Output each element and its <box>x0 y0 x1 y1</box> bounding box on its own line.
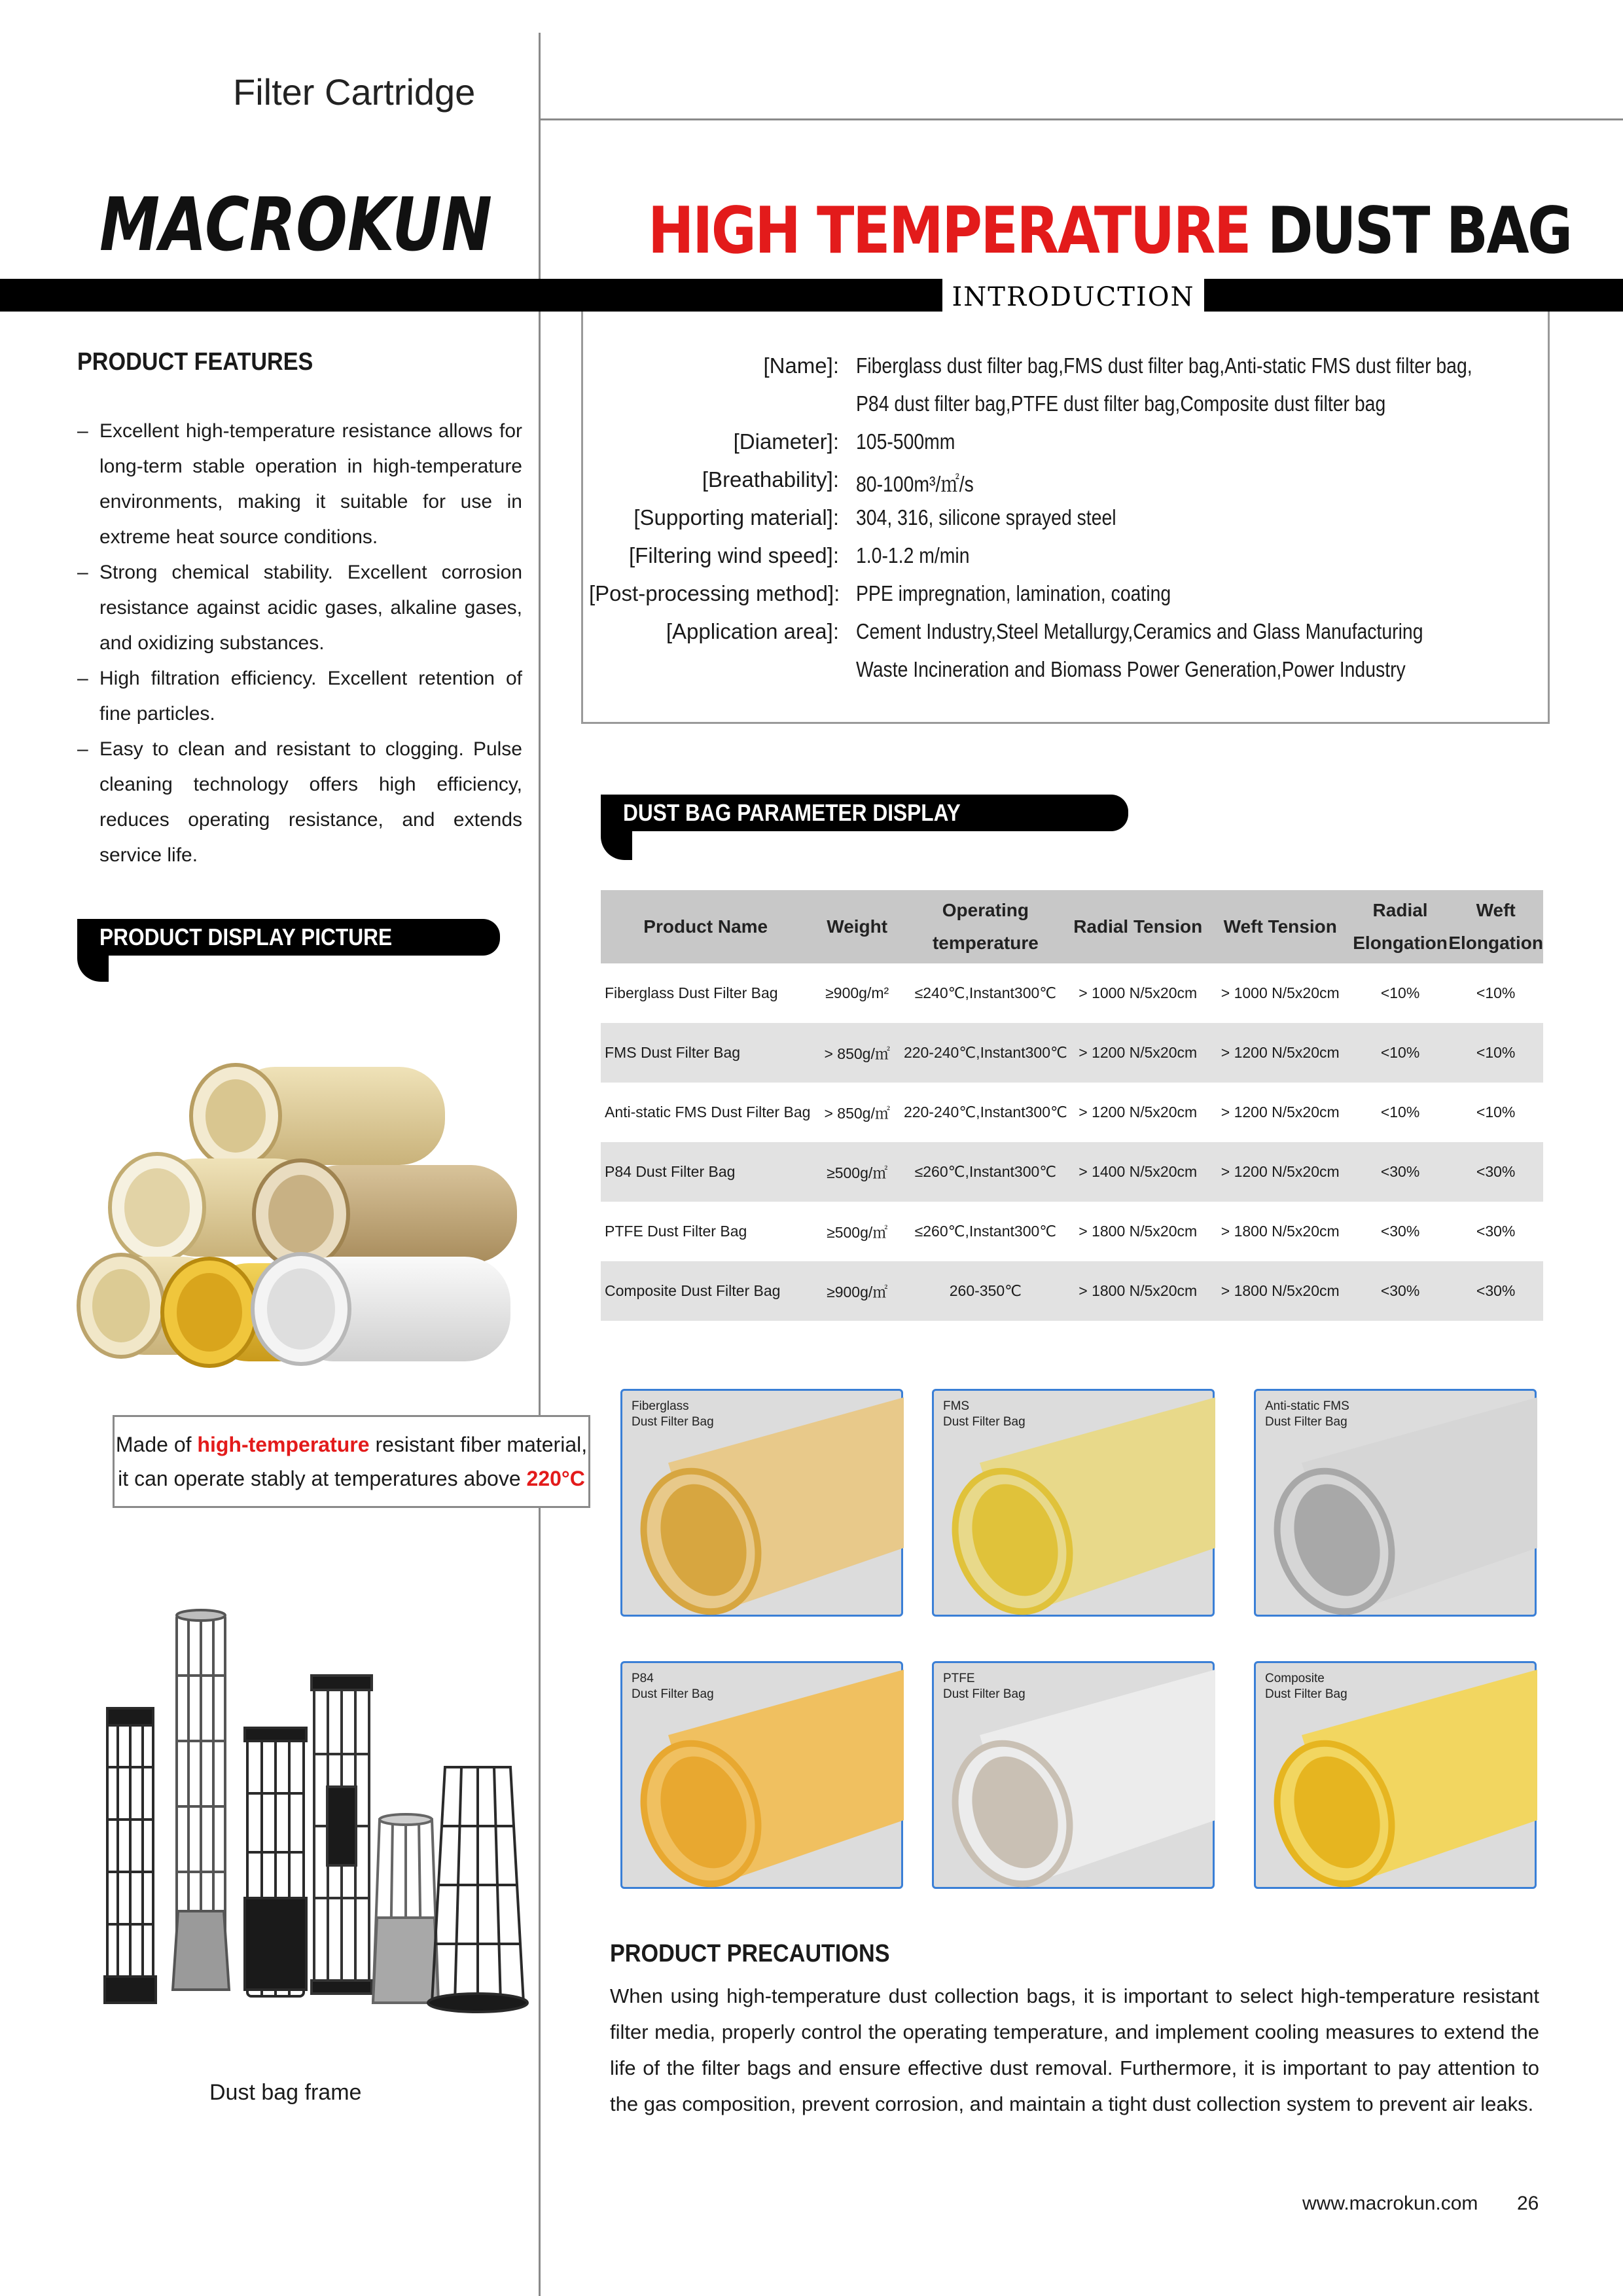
table-cell: <10% <box>1380 1103 1420 1121</box>
product-thumbnail <box>932 1389 1215 1617</box>
product-thumbnail <box>620 1389 903 1617</box>
title-rest: DUST BAG <box>1267 194 1571 268</box>
intro-key: [Name]: <box>763 353 839 378</box>
table-cell: > 850g/㎡ <box>810 1023 904 1083</box>
intro-value: P84 dust filter bag,PTFE dust filter bag,Composite dust filter bag <box>856 391 1386 416</box>
table-cell: <30% <box>1380 1223 1420 1240</box>
dust-bags-photo <box>72 1047 530 1401</box>
intro-value: Waste Incineration and Biomass Power Generation,Power Industry <box>856 657 1406 681</box>
table-cell: > 850g/㎡ <box>824 1105 890 1122</box>
table-cell: P84 Dust Filter Bag <box>601 1142 810 1202</box>
thumbnail-label-line2: Dust Filter Bag <box>632 1415 714 1429</box>
table-row <box>601 1261 1543 1321</box>
table-cell: ≥500g/㎡ <box>810 1142 904 1202</box>
header-radial-tension: Radial Tension <box>1067 890 1209 963</box>
table-cell: > 1200 N/5x20cm <box>1221 1103 1340 1121</box>
table-cell: 220-240℃,Instant300℃ <box>903 1103 1067 1121</box>
table-cell: <30% <box>1352 1261 1448 1321</box>
intro-key: [Supporting material]: <box>633 505 839 529</box>
frame-caption: Dust bag frame <box>209 2080 362 2105</box>
thumbnail-label-line1: Fiberglass <box>632 1399 689 1413</box>
table-cell: > 1000 N/5x20cm <box>1221 984 1340 1001</box>
feature-text: Easy to clean and resistant to clogging. Pulse cleaning technology offers high efficiency, reduces operating resistance, and extends service life. <box>99 738 522 866</box>
header-operating-temperature: Operating temperature <box>904 890 1067 963</box>
intro-value: Cement Industry,Steel Metallurgy,Ceramics and Glass Manufacturing <box>856 619 1423 643</box>
intro-value: Fiberglass dust filter bag,FMS dust filter bag,Anti-static FMS dust filter bag, <box>856 353 1472 378</box>
table-cell: > 1200 N/5x20cm <box>1079 1103 1198 1121</box>
thumbnail-label <box>1265 1671 1347 1702</box>
table-cell: > 1200 N/5x20cm <box>1067 1023 1209 1083</box>
table-cell: > 1000 N/5x20cm <box>1079 984 1198 1001</box>
feature-text: Strong chemical stability. Excellent corrosion resistance against acidic gases, alkaline gases, and oxidizing substances. <box>99 562 522 654</box>
table-cell: <10% <box>1448 1023 1543 1083</box>
callout-highlight-1: high-temperature <box>197 1433 370 1456</box>
table-cell: > 1800 N/5x20cm <box>1079 1223 1198 1240</box>
frame-2 <box>173 1610 229 1990</box>
table-cell: > 1200 N/5x20cm <box>1209 1023 1352 1083</box>
callout-highlight-2: 220°C <box>526 1467 585 1490</box>
precautions-title: PRODUCT PRECAUTIONS <box>610 1940 890 1967</box>
table-cell: ≥500g/㎡ <box>827 1224 888 1241</box>
vertical-divider <box>539 33 541 2296</box>
table-cell: <30% <box>1476 1223 1516 1240</box>
table-cell: ≤240℃,Instant300℃ <box>914 984 1057 1001</box>
table-cell: Anti-static FMS Dust Filter Bag <box>605 1103 811 1121</box>
table-cell: 220-240℃,Instant300℃ <box>904 1023 1067 1083</box>
thumbnail-label-line1: Composite <box>1265 1672 1325 1685</box>
table-cell: Composite Dust Filter Bag <box>601 1261 810 1321</box>
macrokun-logo <box>96 183 496 268</box>
callout-mid: resistant fiber material, <box>369 1433 588 1456</box>
intro-key: [Diameter]: <box>733 429 839 454</box>
bag-top <box>191 1065 445 1167</box>
header-radial-elongation: Radial Elongation <box>1352 890 1448 963</box>
precautions-text: When using high-temperature dust collection bags, it is important to select high-temperature resistant filter media, properly control the operating temperature, and implement cooling measures to extend the life of the filter bags and ensure effective dust removal. Furthermore, it is important to pay attention to the gas composition, prevent corrosion, and maintain a tight dust collection system to prevent air leaks. <box>610 1984 1539 2115</box>
section-title: Filter Cartridge <box>233 71 476 113</box>
table-cell: <10% <box>1352 1023 1448 1083</box>
thumbnail-label-line2: Dust Filter Bag <box>1265 1687 1347 1701</box>
features-title: PRODUCT FEATURES <box>77 348 313 376</box>
header-weft-tension: Weft Tension <box>1209 890 1352 963</box>
intro-key: [Filtering wind speed]: <box>629 543 839 567</box>
bag-bottom-white <box>253 1254 510 1364</box>
product-thumbnail <box>1254 1389 1537 1617</box>
product-thumbnail <box>932 1661 1215 1889</box>
thumbnail-label-line2: Dust Filter Bag <box>1265 1415 1347 1429</box>
table-row <box>601 1083 1543 1142</box>
header-weight: Weight <box>810 890 904 963</box>
table-cell: <10% <box>1476 1103 1516 1121</box>
thumbnail-label <box>632 1671 714 1702</box>
thumbnail-label <box>632 1399 714 1430</box>
feature-item <box>77 661 522 732</box>
header-rule <box>539 118 1623 120</box>
table-cell: > 1800 N/5x20cm <box>1067 1261 1209 1321</box>
table-cell: > 1400 N/5x20cm <box>1067 1142 1209 1202</box>
parameters-title-text: DUST BAG PARAMETER DISPLAY <box>623 799 961 826</box>
intro-value: 304, 316, silicone sprayed steel <box>856 505 1116 529</box>
intro-key: [Application area]: <box>666 619 839 643</box>
callout-line2-text: it can operate stably at temperatures above <box>118 1467 527 1490</box>
thumbnail-label <box>1265 1399 1349 1430</box>
thumbnail-label <box>943 1671 1026 1702</box>
table-cell: > 1800 N/5x20cm <box>1221 1223 1340 1240</box>
thumbnail-label-line2: Dust Filter Bag <box>632 1687 714 1701</box>
table-row <box>601 1023 1543 1083</box>
table-row <box>601 1142 1543 1202</box>
intro-key: [Post-processing method]: <box>589 581 840 605</box>
table-cell: > 1200 N/5x20cm <box>1209 1142 1352 1202</box>
display-title-text: PRODUCT DISPLAY PICTURE <box>99 924 393 950</box>
table-cell: ≥900g/㎡ <box>810 1261 904 1321</box>
header-product-name: Product Name <box>601 890 810 963</box>
feature-bullet: – <box>77 738 88 760</box>
feature-text: Excellent high-temperature resistance allows for long-term stable operation in high-temperature environments, making it suitable for use in extreme heat source conditions. <box>99 420 522 548</box>
feature-bullet: – <box>77 562 88 583</box>
display-title <box>77 919 500 956</box>
thumbnail-label-line1: FMS <box>943 1399 970 1413</box>
intro-value: PPE impregnation, lamination, coating <box>856 581 1171 605</box>
frame-3 <box>245 1728 306 1996</box>
callout-line-1 <box>115 1427 588 1462</box>
table-cell: ≤260℃,Instant300℃ <box>914 1223 1057 1240</box>
temperature-callout <box>113 1415 590 1508</box>
table-cell: > 1800 N/5x20cm <box>1209 1261 1352 1321</box>
feature-text: High filtration efficiency. Excellent retention of fine particles. <box>99 668 522 725</box>
intro-key: [Breathability]: <box>702 467 839 492</box>
table-header-row <box>601 890 1543 963</box>
frame-5 <box>373 1814 438 2003</box>
table-cell: <30% <box>1448 1261 1543 1321</box>
table-cell: ≤260℃,Instant300℃ <box>904 1142 1067 1202</box>
page-title <box>648 194 1571 268</box>
footer-url[interactable]: www.macrokun.com <box>1302 2193 1478 2214</box>
table-cell: Fiberglass Dust Filter Bag <box>605 984 778 1001</box>
introduction-label: INTRODUCTION <box>942 279 1204 315</box>
intro-value: 80-100m³/㎡/s <box>856 472 974 496</box>
parameter-table <box>601 890 1543 1321</box>
table-cell: <30% <box>1352 1142 1448 1202</box>
parameters-title <box>601 795 1128 831</box>
table-cell: PTFE Dust Filter Bag <box>605 1223 747 1240</box>
dust-bag-frames-photo <box>98 1610 530 2016</box>
feature-item <box>77 732 522 873</box>
thumbnail-label-line2: Dust Filter Bag <box>943 1687 1026 1701</box>
bag-mid-right <box>254 1160 517 1268</box>
thumbnail-label-line1: Anti-static FMS <box>1265 1399 1349 1413</box>
feature-item <box>77 555 522 661</box>
thumbnail-label <box>943 1399 1026 1430</box>
table-cell: <10% <box>1380 984 1420 1001</box>
frame-6 <box>428 1767 527 2012</box>
callout-line-2 <box>115 1462 588 1496</box>
feature-bullet: – <box>77 420 88 442</box>
table-cell: 260-350℃ <box>904 1261 1067 1321</box>
intro-value: 105-500mm <box>856 429 955 454</box>
thumbnail-label-line1: PTFE <box>943 1672 975 1685</box>
header-weft-elongation: Weft Elongation <box>1448 890 1543 963</box>
feature-bullet: – <box>77 668 88 689</box>
logo-text: MACROKUN <box>99 183 492 268</box>
table-row <box>601 1202 1543 1261</box>
product-thumbnail <box>620 1661 903 1889</box>
page-number: 26 <box>1517 2193 1539 2214</box>
introduction-bar <box>0 279 1623 312</box>
table-row <box>601 963 1543 1023</box>
table-cell: FMS Dust Filter Bag <box>601 1023 810 1083</box>
table-cell: <30% <box>1448 1142 1543 1202</box>
thumbnail-label-line2: Dust Filter Bag <box>943 1415 1026 1429</box>
table-cell: ≥900g/m² <box>825 984 889 1001</box>
callout-pre: Made of <box>115 1433 198 1456</box>
features-list <box>77 414 522 873</box>
title-highlight: HIGH TEMPERATURE <box>648 194 1250 268</box>
frame-4 <box>312 1676 372 1994</box>
thumbnail-label-line1: P84 <box>632 1672 654 1685</box>
feature-item <box>77 414 522 555</box>
table-cell: <10% <box>1476 984 1516 1001</box>
intro-value: 1.0-1.2 m/min <box>856 543 970 567</box>
product-thumbnail <box>1254 1661 1537 1889</box>
frame-1 <box>105 1708 156 2003</box>
